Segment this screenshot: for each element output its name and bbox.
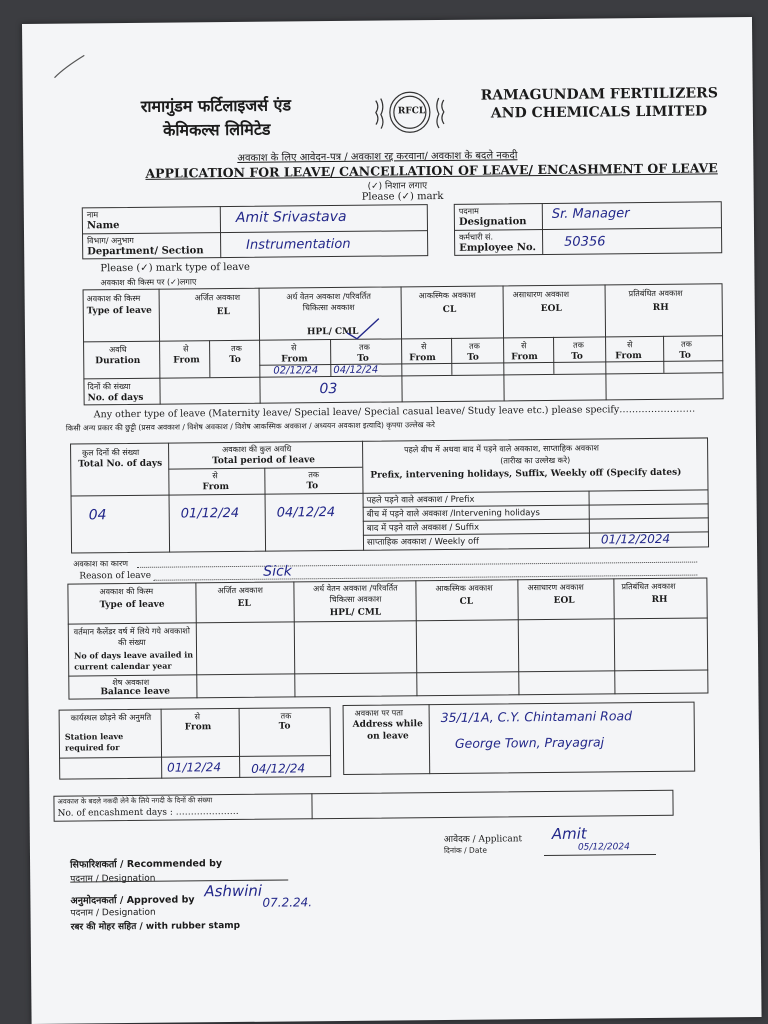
hpl-from: From [281,354,308,365]
total-days-label: Total No. of days [78,458,163,470]
el-label: EL [216,307,231,318]
station-to: To [278,721,291,732]
station-leave-label: Station leave required for [64,731,124,753]
address-label-hindi: अवकाश पर पता [354,708,403,718]
approver-date[interactable]: 07.2.24. [262,895,313,910]
rh-from-hindi: से [627,340,633,350]
el-from-hindi: से [183,344,189,354]
total-days-value[interactable]: 04 [88,507,107,524]
type-of-leave-label: Type of leave [86,305,152,317]
prefix-label: पहले पड़ने वाले अवकाश / Prefix [366,494,475,506]
employee-no-label: Employee No. [459,242,537,254]
rh-label: RH [652,302,669,313]
no-of-days-label: No. of days [87,392,144,404]
applicant-signature[interactable]: Amit [551,824,587,843]
designation-value[interactable]: Sr. Manager [551,206,630,222]
eol-to: To [571,351,583,362]
el-from: From [173,355,200,366]
reason-label-hindi: अवकाश का कारण [73,559,129,569]
prefix-header: Prefix, intervening holidays, Suffix, Weekly off (Specify dates) [370,467,682,481]
balance-eol-label: EOL [553,595,575,606]
recommended-designation-label: पदनाम / Designation [70,873,156,885]
designation-label: Designation [458,216,527,228]
company-name-english-line2: AND CHEMICALS LIMITED [490,103,708,122]
station-to-hindi: तक [280,711,292,721]
leave-type-instruction-hindi: अवकाश की किस्म पर (✓)लगाए [100,277,197,288]
weekly-off-label: साप्ताहिक अवकाश / Weekly off [366,536,480,548]
cl-from: From [409,353,436,364]
company-name-english-line1: RAMAGUNDAM FERTILIZERS [480,85,718,104]
total-from-value[interactable]: 01/12/24 [180,505,240,522]
el-to: To [229,354,241,366]
recommended-by-label: सिफारिशकर्ता / Recommended by [70,858,223,871]
company-name-hindi-line1: रामागुंडम फर्टिलाइजर्स एंड [140,95,292,116]
name-value[interactable]: Amit Srivastava [235,208,347,226]
reason-label: Reason of leave [79,570,152,582]
balance-hpl-label-hindi: अर्ध वेतन अवकाश /परिवर्तित चिकित्सा अवकाश [313,583,398,605]
el-to-hindi: तक [231,343,242,354]
cl-label: CL [442,304,457,315]
approved-designation-label: पदनाम / Designation [70,907,156,919]
hpl-to: To [357,353,369,364]
hpl-to-value[interactable]: 04/12/24 [333,364,379,377]
department-value[interactable]: Instrumentation [246,236,351,253]
intervening-label: बीच में पड़ने वाले अवकाश /Intervening holidays [366,508,541,520]
hpl-days-value[interactable]: 03 [319,380,338,398]
mark-instruction-hindi: (✓) निशान लगाए [367,181,428,192]
balance-type-label: Type of leave [99,599,165,611]
reason-value[interactable]: Sick [263,563,292,580]
rh-to-hindi: तक [681,339,692,349]
applicant-label: आवेदक / Applicant [443,834,523,845]
total-to-hindi: तक [308,470,320,480]
balance-cl-label-hindi: आकस्मिक अवकाश [435,583,493,594]
total-period-label: Total period of leave [212,455,316,467]
eol-label: EOL [540,303,562,315]
weekly-off-value[interactable]: 01/12/2024 [600,531,671,547]
station-from-hindi: से [194,712,201,722]
logo-text: RFCL [397,106,426,117]
eol-label-hindi: असाधारण अवकाश [512,289,570,300]
el-label-hindi: अर्जित अवकाश [194,292,241,303]
balance-rh-label-hindi: प्रतिबंधित अवकाश [621,581,676,592]
duration-label-hindi: अवधि [109,345,127,355]
balance-leave-label-hindi: शेष अवकाश [112,677,150,688]
cl-label-hindi: आकस्मिक अवकाश [418,290,476,301]
eol-from: From [511,352,538,363]
rubber-stamp-label: रबर की मोहर सहित / with rubber stamp [70,920,241,933]
total-to: To [306,481,319,492]
total-from-hindi: से [212,471,218,481]
total-to-value[interactable]: 04/12/24 [276,505,336,521]
cl-to: To [467,352,479,363]
availed-label-hindi: वर्तमान कैलेंडर वर्ष में लिये गये अवकाशो की संख्या [73,626,190,648]
leave-application-form [22,17,762,1024]
company-name-hindi-line2: केमिकल्स लिमिटेड [162,119,271,140]
balance-cl-label: CL [459,596,474,607]
prefix-header-hindi-note: (तारीख का उल्लेख करे) [500,455,571,466]
cl-from-hindi: से [421,342,427,352]
address-label: Address while on leave [352,719,423,742]
hpl-from-value[interactable]: 02/12/24 [273,365,319,377]
encashment-label-hindi: अवकाश के बदले नकदी लेने के लिये नगदी के दिनों की संख्या [57,796,213,806]
balance-el-label: EL [237,598,251,609]
eol-from-hindi: से [521,341,527,351]
mark-instruction-english: Please (✓) mark [361,190,444,203]
form-title-english: APPLICATION FOR LEAVE/ CANCELLATION OF LEAVE/ ENCASHMENT OF LEAVE [145,160,718,181]
rfcl-logo [370,86,451,141]
cl-to-hindi: तक [469,341,480,351]
leave-type-instruction: Please (✓) mark type of leave [100,261,250,275]
checkmark-icon [343,317,383,341]
applicant-date-value[interactable]: 05/12/2024 [577,842,630,853]
applicant-date-label: दिनांक / Date [443,845,488,855]
hpl-label: HPL/ CML [306,326,359,338]
address-line2[interactable]: George Town, Prayagraj [454,734,605,751]
approved-by-label: अनुमोदनकर्ता / Approved by [70,894,195,907]
type-of-leave-label-hindi: अवकाश की किस्म [86,293,141,304]
balance-eol-label-hindi: असाधारण अवकाश [527,582,584,593]
prefix-header-hindi: पहले बीच में अथवा बाद में पड़ने वाले अवकाश, साप्ताहिक अवकाश [404,443,599,455]
designation-label-hindi: पदनाम [458,206,479,216]
suffix-label: बाद में पड़ने वाले अवकाश / Suffix [366,522,480,534]
duration-label: Duration [95,355,141,367]
station-leave-label-hindi: कार्यस्थल छोड़ने की अनुमति [70,712,152,723]
department-label: Department/ Section [87,245,204,258]
encashment-label: No. of encashment days : ………………… [57,806,239,819]
total-days-label-hindi: कुल दिनों की संख्या [82,447,140,458]
rh-to: To [679,350,691,361]
rh-from: From [615,351,642,362]
balance-leave-label: Balance leave [100,686,170,698]
department-label-hindi: विभाग/ अनुभाग [87,235,134,246]
balance-rh-label: RH [651,594,668,605]
balance-type-label-hindi: अवकाश की किस्म [99,586,154,597]
name-label: Name [86,220,120,232]
availed-label: No of days leave availed in current calendar year [74,649,194,672]
approver-signature[interactable]: Ashwini [204,881,263,901]
balance-el-label-hindi: अर्जित अवकाश [217,585,263,596]
name-label-hindi: नाम [86,210,99,220]
station-to-value[interactable]: 04/12/24 [251,761,306,776]
no-of-days-label-hindi: दिनों की संख्या [87,381,131,392]
hpl-from-hindi: से [291,343,297,353]
form-title-hindi: अवकाश के लिए आवेदन-पत्र / अवकाश रद्द करवाना/ अवकाश के बदले नकदी [237,150,518,164]
eol-to-hindi: तक [573,340,584,350]
employee-no-label-hindi: कर्मचारी सं. [459,232,494,242]
hpl-to-hindi: तक [359,342,370,352]
station-from: From [184,722,212,733]
hpl-label-hindi: अर्ध वेतन अवकाश /परिवर्तित चिकित्सा अवकाश [286,291,371,313]
balance-hpl-label: HPL/ CML [329,607,382,619]
total-period-label-hindi: अवकाश की कुल अवधि [222,444,292,455]
total-from: From [202,482,230,493]
address-line1[interactable]: 35/1/1A, C.Y. Chintamani Road [440,708,633,726]
other-leave-english: Any other type of leave (Maternity leave/ Special leave/ Special casual leave/ Study leave etc.) please specify…………………… [93,403,696,421]
pen-mark-icon [50,51,90,81]
rh-label-hindi: प्रतिबंधित अवकाश [628,288,683,299]
employee-no-value[interactable]: 50356 [564,234,606,250]
station-from-value[interactable]: 01/12/24 [167,760,222,775]
other-leave-hindi: किसी अन्य प्रकार की छुट्टी (प्रसव अवकाश / विशेष अवकाश / विशेष आकस्मिक अवकाश / अध्ययन अवकाश इत्यादि) कृपया उल्लेख करे [65,420,435,433]
